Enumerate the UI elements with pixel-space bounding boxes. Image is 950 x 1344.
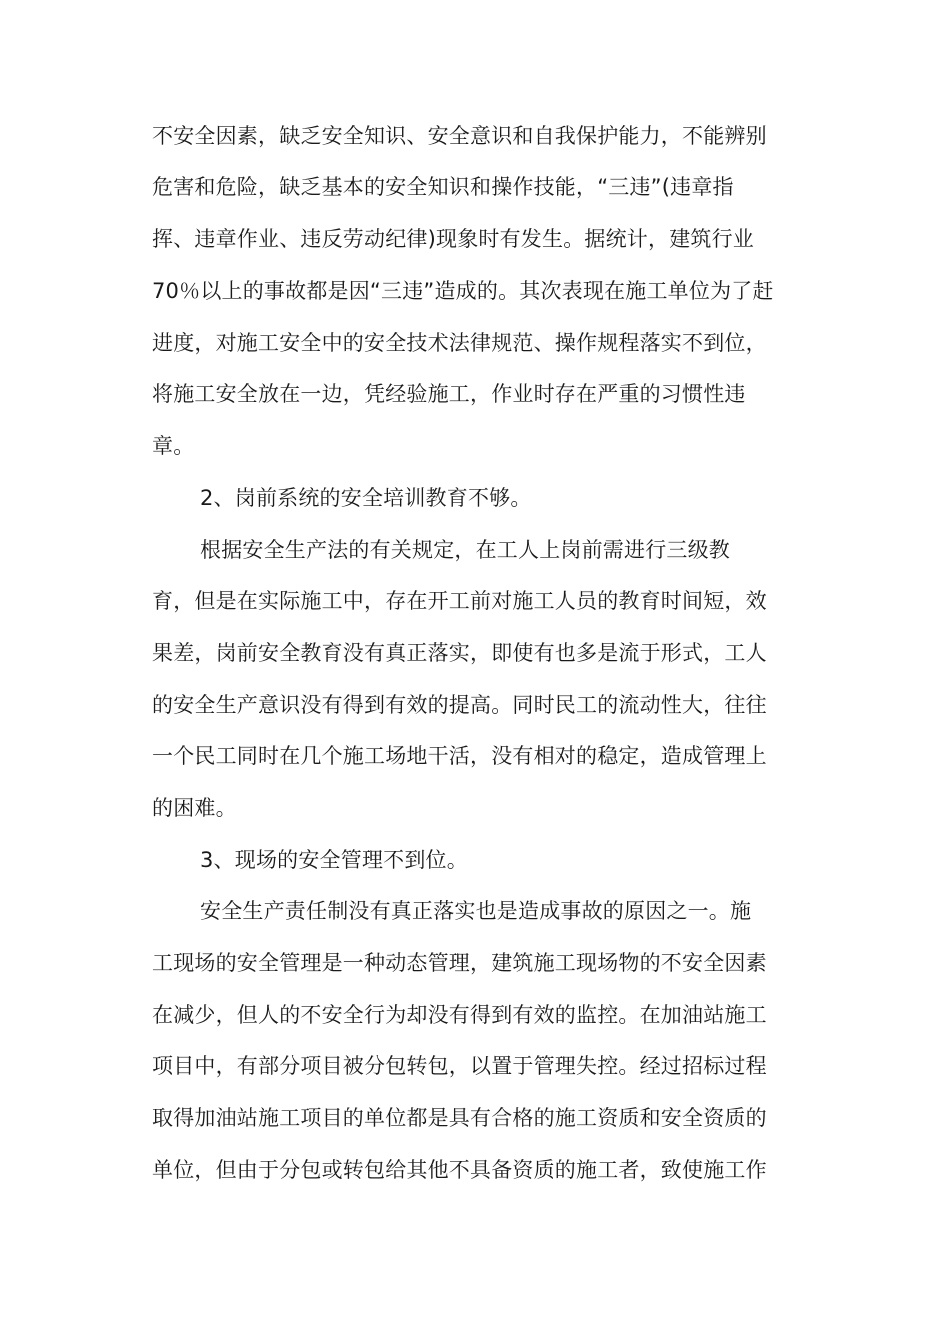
text-line: 单位，但由于分包或转包给其他不具备资质的施工者，致使施工作 — [152, 1158, 767, 1182]
text-line: 70％以上的事故都是因“三违”造成的。其次表现在施工单位为了赶 — [152, 279, 774, 303]
text-line: 进度，对施工安全中的安全技术法律规范、操作规程落实不到位， — [152, 331, 767, 355]
text-line: 不安全因素，缺乏安全知识、安全意识和自我保护能力，不能辨别 — [152, 124, 767, 148]
text-line: 育，但是在实际施工中，存在开工前对施工人员的教育时间短，效 — [152, 589, 767, 613]
paragraph-first-line: 安全生产责任制没有真正落实也是造成事故的原因之一。施 — [200, 899, 752, 923]
text-line: 将施工安全放在一边，凭经验施工，作业时存在严重的习惯性违 — [152, 382, 746, 406]
text-line: 取得加油站施工项目的单位都是具有合格的施工资质和安全资质的 — [152, 1106, 767, 1130]
paragraph-first-line: 根据安全生产法的有关规定，在工人上岗前需进行三级教 — [200, 538, 730, 562]
text-line: 在减少，但人的不安全行为却没有得到有效的监控。在加油站施工 — [152, 1003, 767, 1027]
text-line: 工现场的安全管理是一种动态管理，建筑施工现场物的不安全因素 — [152, 951, 767, 975]
text-line: 危害和危险，缺乏基本的安全知识和操作技能，“三违”(违章指 — [152, 175, 734, 199]
text-line: 章。 — [152, 434, 195, 458]
text-line: 项目中，有部分项目被分包转包，以置于管理失控。经过招标过程 — [152, 1054, 767, 1078]
text-line: 果差，岗前安全教育没有真正落实，即使有也多是流于形式，工人 — [152, 641, 767, 665]
section-heading: 3、现场的安全管理不到位。 — [200, 848, 468, 872]
text-line: 一个民工同时在几个施工场地干活，没有相对的稳定，造成管理上 — [152, 744, 767, 768]
text-line: 的安全生产意识没有得到有效的提高。同时民工的流动性大，往往 — [152, 693, 767, 717]
text-line: 的困难。 — [152, 796, 237, 820]
section-heading: 2、岗前系统的安全培训教育不够。 — [200, 486, 532, 510]
text-line: 挥、违章作业、违反劳动纪律)现象时有发生。据统计，建筑行业 — [152, 227, 754, 251]
